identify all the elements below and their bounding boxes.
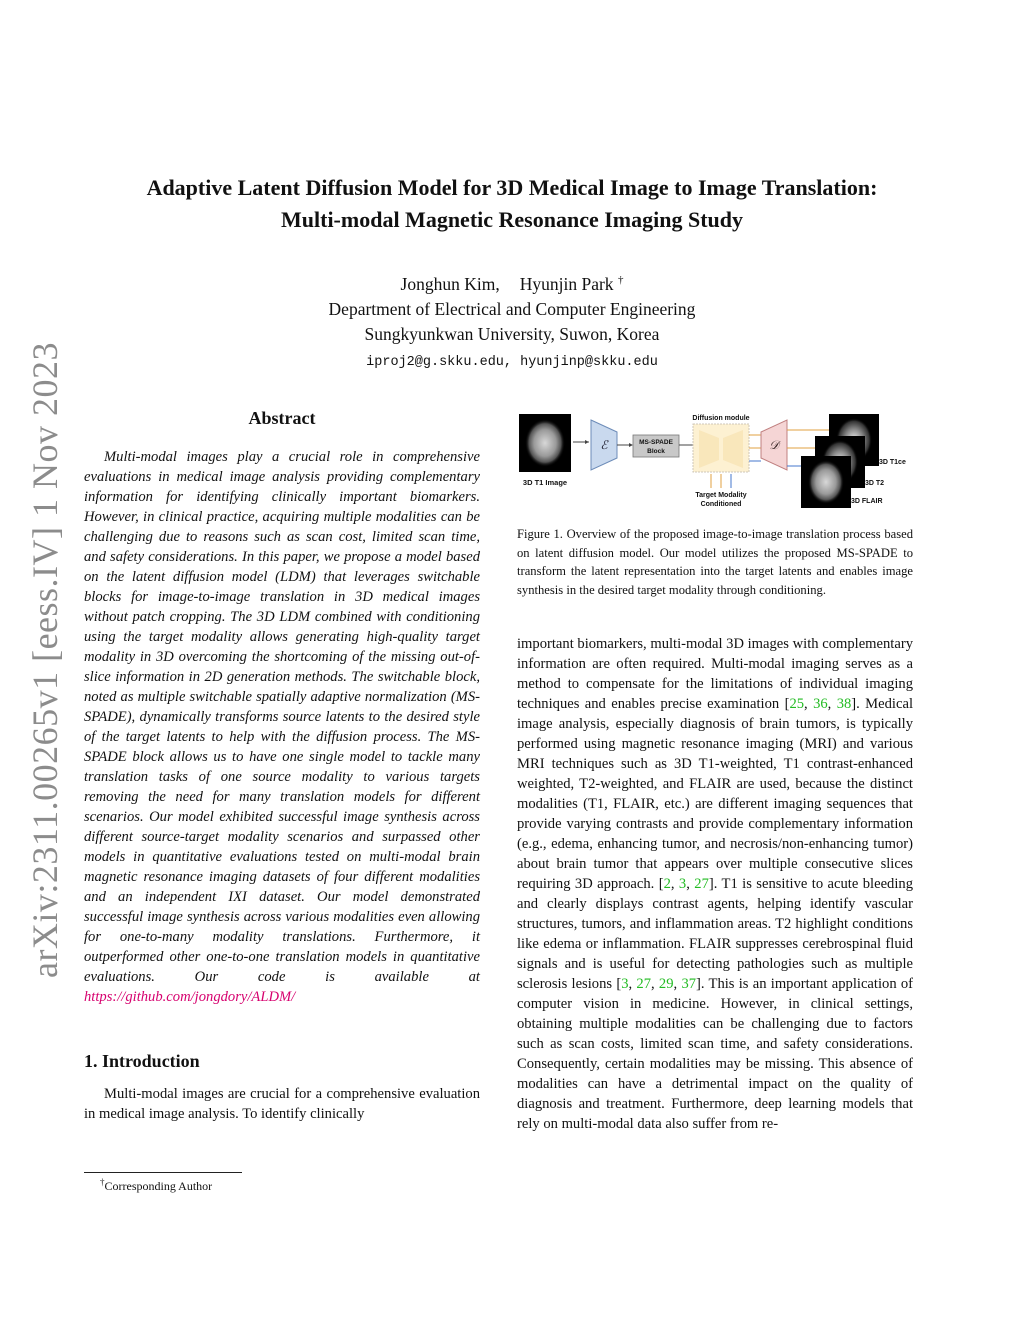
title-line-1: Adaptive Latent Diffusion Model for 3D Medical Image to Image Translation: xyxy=(146,175,878,200)
arxiv-stamp xyxy=(24,341,66,979)
figure-diagram xyxy=(517,410,913,514)
pipeline-diagram xyxy=(517,410,913,514)
citation-2[interactable]: 2 xyxy=(663,876,671,892)
cite-sep: , xyxy=(827,696,837,712)
citation-3b[interactable]: 3 xyxy=(621,976,629,992)
left-column xyxy=(84,408,480,1124)
input-label: 3D T1 Image xyxy=(522,478,568,487)
introduction-heading: 1. Introduction xyxy=(84,1051,200,1071)
author-names xyxy=(80,268,944,297)
citation-25[interactable]: 25 xyxy=(789,696,805,712)
arrow-head-2 xyxy=(629,443,633,447)
arxiv-identifier: arXiv:2311.00265v1 [eess.IV] 1 Nov 2023 xyxy=(25,341,66,979)
title-line-2: Multi-modal Magnetic Resonance Imaging Study xyxy=(281,207,743,232)
diffusion-label: Diffusion module xyxy=(692,415,750,422)
spade-label-1: MS-SPADE xyxy=(639,439,673,446)
footnote-label: Corresponding Author xyxy=(104,1179,213,1193)
citation-27[interactable]: 27 xyxy=(694,876,709,892)
author-1: Jonghun Kim, xyxy=(400,273,500,294)
footnote-mark: † xyxy=(100,1177,105,1187)
citation-27b[interactable]: 27 xyxy=(636,976,651,992)
cite-sep: , xyxy=(673,976,682,992)
output-label-t2: 3D T2 xyxy=(865,480,885,487)
right-column-body xyxy=(517,634,913,1134)
body-segment-2: ]. Medical image analysis, especially diagnosis of brain tumors, is typically performed using magnetic resonance imaging (MRI) and various MRI techniques such as 3D T1-weighted, T1 contrast-enhanced weighted, T2-weighted, and FLAIR are used, because the distinct modalities (T1, FLAIR, etc.) are different imaging sequences that provide varying contrasts and provide complementary information (e.g., edema, enhancing tumor, and necrosis/non-enhancing tumor) about brain tumor that appears over multiple consecutive slices requiring 3D approach. [ xyxy=(517,696,913,892)
cite-sep: , xyxy=(651,976,659,992)
citation-37[interactable]: 37 xyxy=(681,976,697,992)
cite-sep: , xyxy=(686,876,695,892)
decoder-symbol: 𝒟 xyxy=(769,438,779,452)
body-segment-4: ]. This is an important application of computer vision in medicine. However, in clinical settings, obtaining multiple modalities can be challenging due to factors such as scan costs, limited scan time, and safety considerations. Consequently, certain modalities may be missing. This absence of modalities can have a detrimental impact on the quality of diagnosis and treatment. Furthermore, deep learning models that rely on multi-modal data also suffer from re- xyxy=(517,976,914,1132)
output-label-flair: 3D FLAIR xyxy=(851,498,883,505)
footnote-text xyxy=(84,1177,480,1194)
citation-3[interactable]: 3 xyxy=(678,876,687,892)
author-emails: iproj2@g.skku.edu, hyunjinp@skku.edu xyxy=(366,354,658,370)
citation-38[interactable]: 38 xyxy=(836,696,852,712)
abstract-text xyxy=(84,447,480,1007)
output-flair-brain xyxy=(808,460,844,504)
abstract-body: Multi-modal images play a crucial role in comprehensive evaluations in medical image analysis providing complementary information for identifying clinically important biomarkers. However, in clinical practice, acquiring multiple modalities can be challenging due to reasons such as scan cost, limited scan time, and safety considerations. In this paper, we propose a model based on the latent diffusion model (LDM) that leverages switchable blocks for image-to-image translation in 3D medical images without patch cropping. The 3D LDM combined with conditioning using the target modality allows generating high-quality target modality in 3D overcoming the shortcoming of the missing out-of-slice information in 2D generation methods. The switchable block, noted as multiple switchable spatially adaptive normalization (MS-SPADE), dynamically transforms source latents to the desired style of the target latents to help with the diffusion process. The MS-SPADE block allows us to have one single model to tackle many translation tasks of one source modality to various targets removing the need for many translation models for different scenarios. Our model exhibited successful image synthesis across different source-target modality scenarios and surpassed other models in quantitative evaluations tested on multi-modal brain magnetic resonance imaging datasets of four different modalities and an independent IXI dataset. Our model demonstrated successful image synthesis across various modalities even allowing for one-to-many modality translations. Furthermore, it outperformed other one-to-one translation models in quantitative evaluations. Our code is available at xyxy=(84,449,480,985)
arrow-head-1 xyxy=(585,440,589,444)
cite-sep: , xyxy=(670,876,679,892)
encoder-symbol: ℰ xyxy=(600,438,608,452)
citation-29[interactable]: 29 xyxy=(658,976,674,992)
target-label-2: Conditioned xyxy=(700,501,742,508)
corresponding-mark: † xyxy=(617,274,624,286)
footnote-rule xyxy=(84,1172,242,1173)
author-2-name: Hyunjin Park xyxy=(519,273,614,294)
output-label-t1ce: 3D T1ce xyxy=(879,459,906,466)
author-block xyxy=(80,268,944,375)
cite-sep: , xyxy=(628,976,637,992)
introduction-continued xyxy=(517,634,913,1134)
code-link[interactable]: https://github.com/jongdory/ALDM/ xyxy=(84,989,296,1005)
body-segment-3: ]. T1 is sensitive to acute bleeding and clearly displays contrast agents, helping identify vascular structures, tumors, and inflammation areas. T2 highlight conditions like edema or inflammation. FLAIR suppresses cerebrospinal fluid signals and is useful for detecting pathologies such as multiple sclerosis lesions [ xyxy=(517,876,913,992)
department: Department of Electrical and Computer Engineering xyxy=(328,298,696,319)
figure-caption: Figure 1. Overview of the proposed image-to-image translation process based on latent diffusion model. Our model utilizes the proposed MS-SPADE to transform the latent representation into the target latents and enables image synthesis in the desired target modality through conditioning. xyxy=(517,527,913,597)
input-brain xyxy=(525,419,565,467)
citation-36[interactable]: 36 xyxy=(813,696,828,712)
introduction-text: Multi-modal images are crucial for a comprehensive evaluation in medical image analysis. To identify clinically xyxy=(84,1086,480,1122)
target-label-1: Target Modality xyxy=(695,492,747,499)
cite-sep: , xyxy=(804,696,814,712)
figure-1 xyxy=(517,410,913,599)
body-segment-1: important biomarkers, multi-modal 3D images with complementary information are often required. Multi-modal imaging serves as a method to compensate for the limitations of individual imaging techniques and enables precise examination [ xyxy=(517,636,913,712)
paper-title xyxy=(80,172,944,236)
footnote xyxy=(84,1172,480,1194)
university: Sungkyunkwan University, Suwon, Korea xyxy=(364,323,660,344)
author-2 xyxy=(520,274,624,294)
spade-label-2: Block xyxy=(647,448,665,455)
abstract-heading: Abstract xyxy=(248,408,316,428)
